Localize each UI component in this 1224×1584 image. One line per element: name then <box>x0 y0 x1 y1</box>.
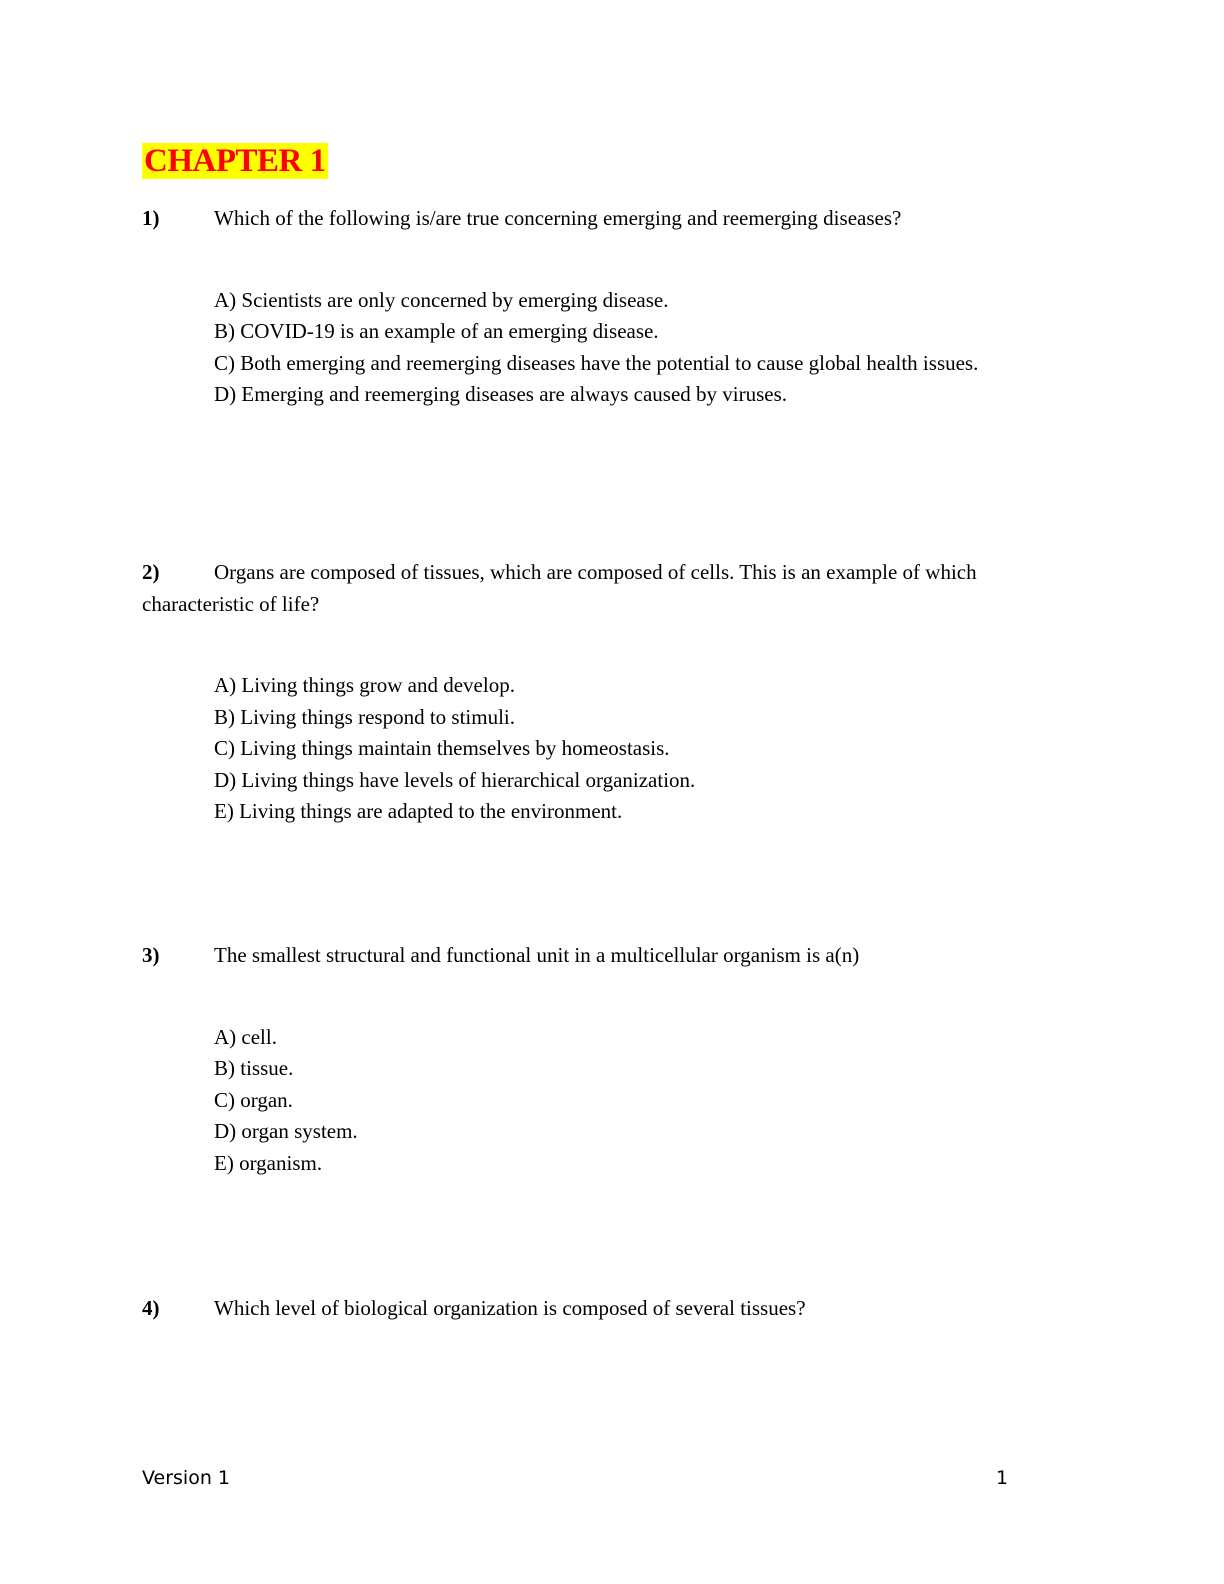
answer-option-d: D) Emerging and reemerging diseases are always caused by viruses. <box>214 382 788 406</box>
question-number: 1) <box>142 206 160 230</box>
answer-option-d: D) Living things have levels of hierarchical organization. <box>214 767 696 792</box>
question-stem <box>142 557 1022 620</box>
answer-options <box>142 1022 1022 1180</box>
question-text: Organs are composed of tissues, which are composed of cells. This is an example of which characteristic of life? <box>142 560 977 616</box>
chapter-title <box>142 140 328 182</box>
answer-option-d: D) organ system. <box>214 1119 358 1143</box>
question-number: 4) <box>142 1296 160 1320</box>
question-4 <box>142 1293 1022 1325</box>
answer-option-e: E) organism. <box>214 1150 323 1175</box>
answer-options <box>142 670 1022 828</box>
question-text: The smallest structural and functional unit in a multicellular organism is a(n) <box>214 943 860 967</box>
question-number: 3) <box>142 943 160 967</box>
question-text: Which of the following is/are true concerning emerging and reemerging diseases? <box>214 206 902 230</box>
answer-option-b: B) Living things respond to stimuli. <box>214 704 516 729</box>
question-stem <box>142 940 1022 972</box>
question-stem <box>142 1293 1022 1325</box>
answer-option-c: C) Both emerging and reemerging diseases have the potential to cause global health issues. <box>214 350 979 375</box>
question-number: 2) <box>142 560 160 584</box>
footer-version: Version 1 <box>142 1467 230 1489</box>
question-text: Which level of biological organization is composed of several tissues? <box>214 1296 806 1320</box>
question-2 <box>142 557 1022 828</box>
question-1 <box>142 203 1022 411</box>
answer-options <box>142 285 1022 411</box>
answer-option-b: B) tissue. <box>214 1056 294 1080</box>
footer-page-number: 1 <box>996 1467 1009 1489</box>
question-3 <box>142 940 1022 1179</box>
answer-option-c: C) Living things maintain themselves by homeostasis. <box>214 736 670 760</box>
answer-option-a: A) cell. <box>214 1024 277 1049</box>
answer-option-a: A) Scientists are only concerned by emerging disease. <box>214 287 669 312</box>
answer-option-b: B) COVID-19 is an example of an emerging disease. <box>214 319 659 343</box>
question-stem <box>142 203 1022 235</box>
answer-option-e: E) Living things are adapted to the environment. <box>214 799 623 823</box>
chapter-title-text: CHAPTER 1 <box>144 143 326 179</box>
answer-option-c: C) organ. <box>214 1087 293 1112</box>
answer-option-a: A) Living things grow and develop. <box>214 673 515 697</box>
